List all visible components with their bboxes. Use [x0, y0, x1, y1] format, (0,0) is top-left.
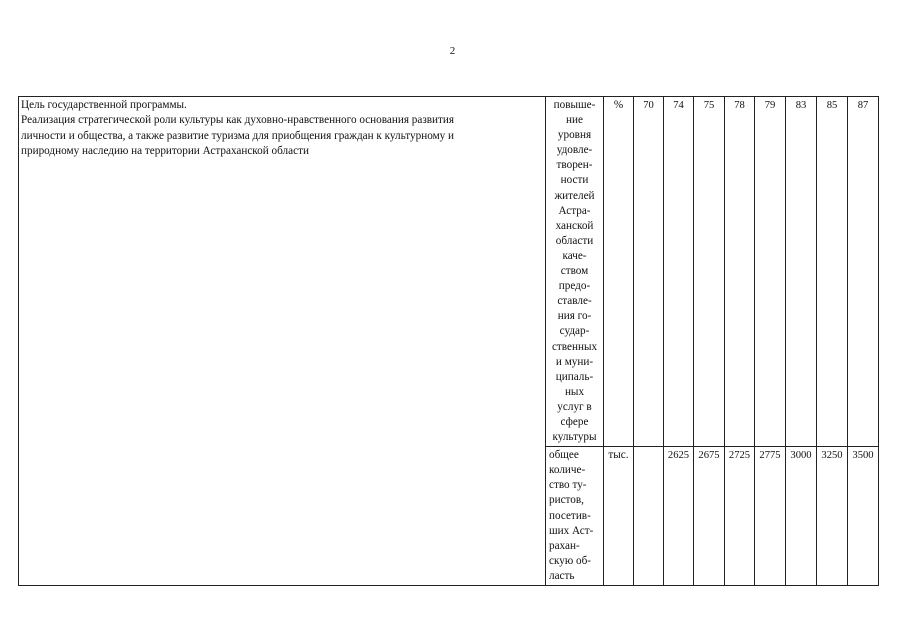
indicator-name-line: Астра-	[558, 204, 591, 217]
indicator-name-line: ство ту-	[549, 479, 587, 492]
indicator-name-line: жителей	[554, 189, 595, 202]
indicator-name-line: судар-	[559, 325, 590, 338]
indicator-name-line: и муни-	[555, 355, 594, 368]
unit-cell: %	[604, 97, 634, 447]
indicator-name-line: ных	[564, 385, 585, 398]
indicator-name-line: ципаль-	[555, 370, 594, 383]
indicator-name-line: повыше-	[553, 99, 596, 111]
value-cell: 2675	[694, 447, 725, 586]
indicator-name-line: удовле-	[556, 144, 593, 157]
indicator-name-cell	[546, 447, 604, 586]
value-cell: 3250	[817, 447, 848, 586]
goal-line: Реализация стратегической роли культуры как духовно-нравственного основания развития	[21, 114, 455, 127]
indicator-name-line: скую об-	[549, 554, 592, 567]
value-cell: 85	[817, 97, 848, 447]
indicator-name-line: ристов,	[549, 494, 584, 507]
value-cell: 74	[664, 97, 694, 447]
indicator-name-line: ших Аст-	[549, 524, 594, 537]
indicator-name-line: предо-	[558, 280, 591, 293]
value-cell: 2625	[664, 447, 694, 586]
value-cell: 3500	[848, 447, 879, 586]
indicator-name-cell	[546, 97, 604, 447]
program-indicators-table	[18, 96, 879, 586]
value-cell: 87	[848, 97, 879, 447]
indicator-name-line: ставле-	[557, 295, 592, 308]
value-cell: 70	[634, 97, 664, 447]
indicator-row-satisfaction	[19, 97, 879, 447]
goal-line: Цель государственной программы.	[21, 99, 187, 111]
value-cell: 79	[755, 97, 786, 447]
indicator-name-line: ности	[560, 174, 589, 187]
indicator-name-line: рахан-	[549, 539, 580, 552]
indicator-name-line: ласть	[549, 569, 575, 582]
indicator-name-line: области	[555, 234, 594, 247]
value-cell: 2775	[755, 447, 786, 586]
goal-line: природному наследию на территории Астраханской области	[21, 145, 309, 158]
indicator-name-line: ством	[560, 265, 589, 278]
indicator-name-line: услуг в	[557, 400, 592, 413]
indicator-name-line: общее	[549, 449, 579, 462]
indicator-name-line: ханской	[555, 219, 594, 232]
indicator-name-line: культуры	[552, 431, 597, 444]
value-cell	[634, 447, 664, 586]
page-number: 2	[449, 45, 456, 57]
unit-cell: тыс.	[604, 447, 634, 586]
program-goal-cell	[19, 97, 546, 586]
goal-line: личности и общества, а также развитие туризма для приобщения граждан к культурному и	[21, 129, 455, 142]
indicator-name-line: сфере	[560, 415, 589, 428]
indicator-name-line: посетив-	[549, 509, 591, 522]
value-cell: 78	[725, 97, 755, 447]
indicator-name-line: ние	[566, 114, 583, 127]
value-cell: 75	[694, 97, 725, 447]
indicator-name-line: уровня	[557, 129, 592, 142]
value-cell: 3000	[786, 447, 817, 586]
indicator-name-line: ственных	[551, 340, 598, 353]
value-cell: 83	[786, 97, 817, 447]
indicator-name-line: количе-	[549, 464, 586, 477]
indicator-name-line: творен-	[556, 159, 593, 172]
value-cell: 2725	[725, 447, 755, 586]
indicator-name-line: каче-	[562, 249, 587, 262]
indicator-name-line: ния го-	[557, 310, 592, 323]
